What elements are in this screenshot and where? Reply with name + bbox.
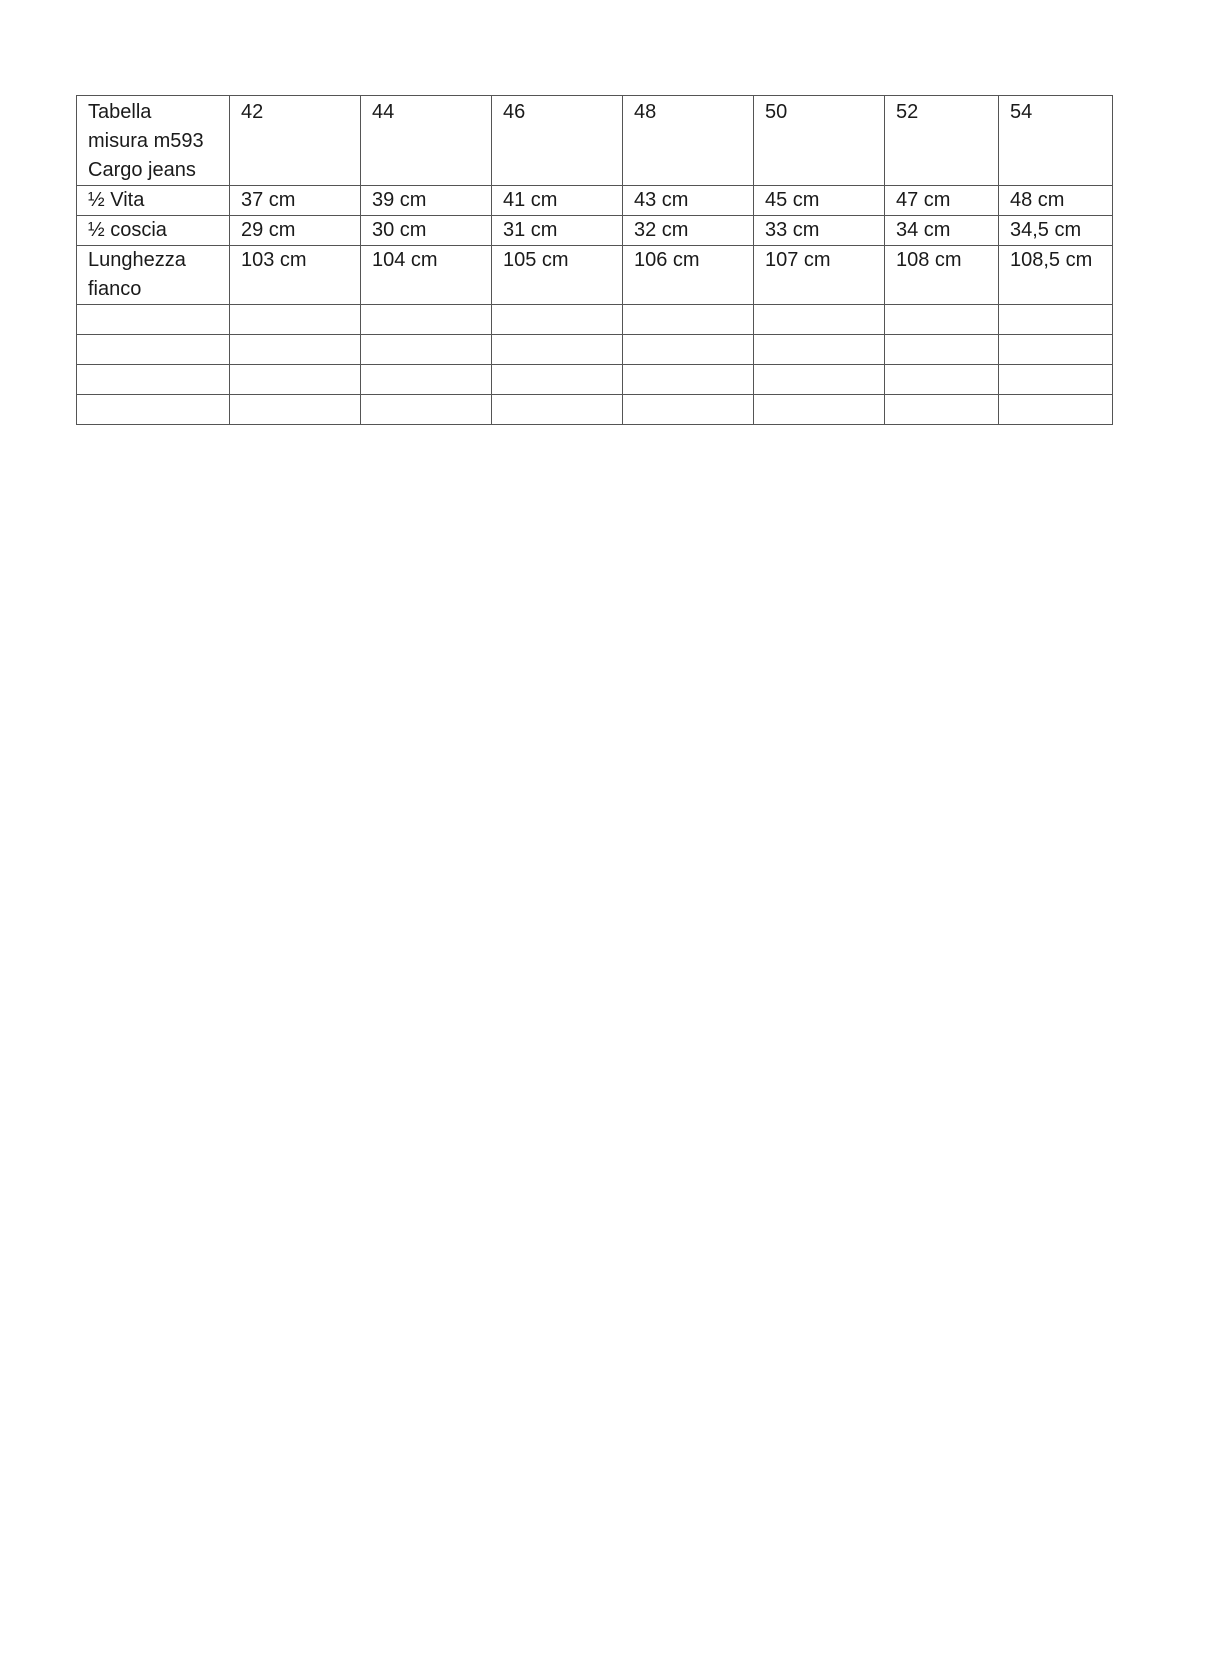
table-row <box>77 216 1113 246</box>
row-label-cell <box>77 246 230 305</box>
table-title-cell <box>77 96 230 186</box>
table-cell: 29 cm <box>230 216 361 246</box>
empty-cell <box>77 305 230 335</box>
table-cell: 34 cm <box>885 216 999 246</box>
empty-cell <box>885 365 999 395</box>
size-header-cell: 42 <box>230 96 361 186</box>
empty-cell <box>361 395 492 425</box>
table-title-line: misura m593 <box>88 130 204 152</box>
empty-cell <box>999 395 1113 425</box>
table-title-line: Cargo jeans <box>88 159 196 181</box>
size-header-cell: 46 <box>492 96 623 186</box>
empty-cell <box>754 395 885 425</box>
table-cell: 45 cm <box>754 186 885 216</box>
table-title-line: Tabella <box>88 101 152 123</box>
empty-cell <box>230 365 361 395</box>
table-cell: 33 cm <box>754 216 885 246</box>
empty-cell <box>623 305 754 335</box>
row-label-line: Lunghezza <box>88 249 186 271</box>
table-cell: 108,5 cm <box>999 246 1113 305</box>
empty-cell <box>885 335 999 365</box>
empty-cell <box>230 305 361 335</box>
row-label-cell: ½ Vita <box>77 186 230 216</box>
table-cell: 105 cm <box>492 246 623 305</box>
empty-cell <box>999 335 1113 365</box>
size-header-cell: 50 <box>754 96 885 186</box>
empty-cell <box>77 365 230 395</box>
empty-cell <box>754 335 885 365</box>
size-header-cell: 44 <box>361 96 492 186</box>
empty-cell <box>492 365 623 395</box>
empty-cell <box>885 305 999 335</box>
table-cell: 103 cm <box>230 246 361 305</box>
table-cell: 37 cm <box>230 186 361 216</box>
row-label-line: fianco <box>88 278 142 300</box>
empty-cell <box>754 305 885 335</box>
table-cell: 34,5 cm <box>999 216 1113 246</box>
empty-table-row <box>77 365 1113 395</box>
empty-cell <box>885 395 999 425</box>
size-chart-table <box>76 95 1113 425</box>
table-row <box>77 246 1113 305</box>
table-cell: 48 cm <box>999 186 1113 216</box>
table-cell: 108 cm <box>885 246 999 305</box>
table-cell: 39 cm <box>361 186 492 216</box>
table-cell: 30 cm <box>361 216 492 246</box>
table-cell: 104 cm <box>361 246 492 305</box>
table-cell: 43 cm <box>623 186 754 216</box>
empty-cell <box>230 395 361 425</box>
table-header-row <box>77 96 1113 186</box>
empty-cell <box>754 365 885 395</box>
size-header-cell: 52 <box>885 96 999 186</box>
table-cell: 47 cm <box>885 186 999 216</box>
table-cell: 41 cm <box>492 186 623 216</box>
empty-cell <box>623 335 754 365</box>
empty-table-row <box>77 395 1113 425</box>
size-header-cell: 48 <box>623 96 754 186</box>
row-label-cell: ½ coscia <box>77 216 230 246</box>
empty-cell <box>230 335 361 365</box>
empty-cell <box>492 335 623 365</box>
empty-cell <box>361 305 492 335</box>
empty-cell <box>361 365 492 395</box>
empty-cell <box>623 395 754 425</box>
size-header-cell: 54 <box>999 96 1113 186</box>
empty-cell <box>999 305 1113 335</box>
table-cell: 107 cm <box>754 246 885 305</box>
empty-cell <box>999 365 1113 395</box>
table-cell: 32 cm <box>623 216 754 246</box>
empty-cell <box>492 305 623 335</box>
empty-table-row <box>77 305 1113 335</box>
table-cell: 106 cm <box>623 246 754 305</box>
empty-cell <box>77 395 230 425</box>
empty-cell <box>77 335 230 365</box>
table-row <box>77 186 1113 216</box>
table-cell: 31 cm <box>492 216 623 246</box>
empty-cell <box>492 395 623 425</box>
empty-cell <box>361 335 492 365</box>
empty-cell <box>623 365 754 395</box>
empty-table-row <box>77 335 1113 365</box>
